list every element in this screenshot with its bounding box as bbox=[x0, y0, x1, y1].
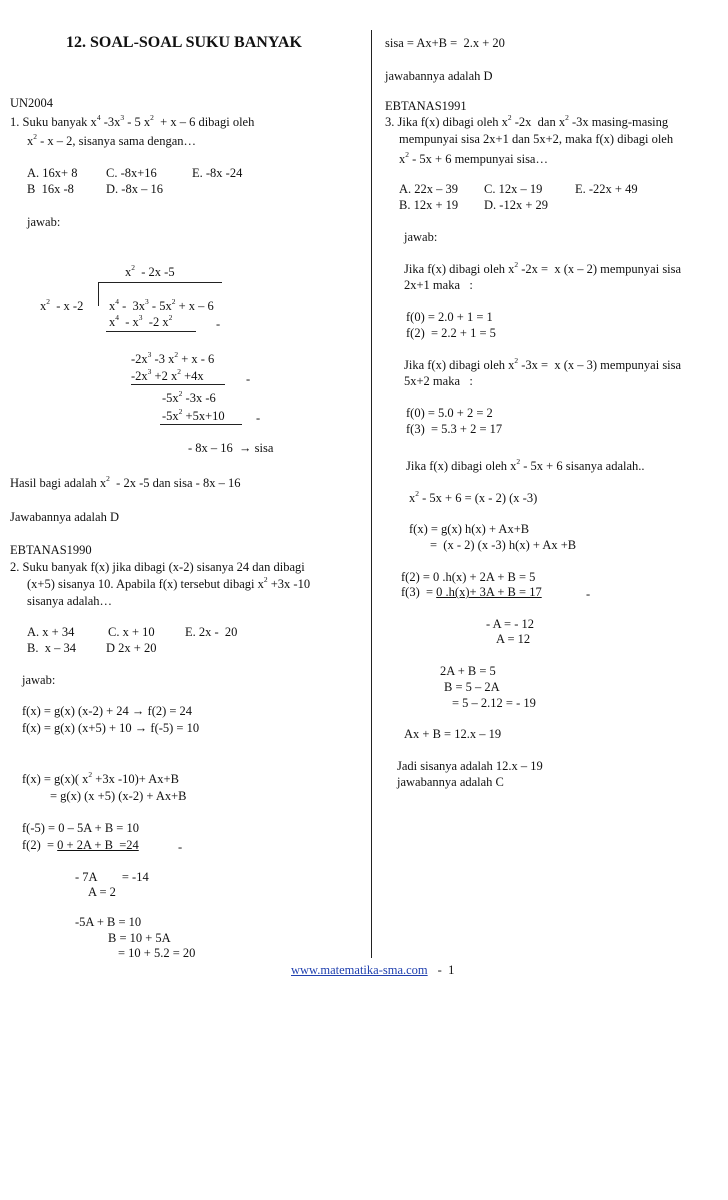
q3-a3: f(0) = 2.0 + 1 = 1 bbox=[406, 310, 493, 324]
footer bbox=[291, 963, 454, 977]
q3-b4: f(3) = 5.3 + 2 = 17 bbox=[406, 422, 503, 436]
q1-jawab: jawab: bbox=[27, 215, 61, 229]
q2-option-c: C. x + 10 bbox=[108, 625, 155, 639]
q3-b2: 5x+2 maka : bbox=[404, 374, 473, 388]
q1-line1 bbox=[106, 331, 196, 332]
page-title: 12. SOAL-SOAL SUKU BANYAK bbox=[66, 34, 302, 51]
q2-step11: = 10 + 5.2 = 20 bbox=[118, 946, 196, 960]
q1-subtract1-minus: - bbox=[216, 317, 221, 331]
q3-source: EBTANAS1991 bbox=[385, 99, 467, 113]
q2-question-line3: sisanya adalah… bbox=[27, 594, 113, 608]
q1-dividend: $x^4 - 3x^3 - 5x^2 + x - 6$ bbox=[109, 297, 214, 313]
q3-a2: 2x+1 maka : bbox=[404, 278, 473, 292]
q3-c14: jawabannya adalah C bbox=[397, 775, 504, 789]
q3-c12: Ax + B = 12.x – 19 bbox=[404, 727, 502, 741]
q3-b1: Jika f(x) dibagi oleh $x^2$ -3x = x (x – 3) mempunyai sisa bbox=[404, 356, 682, 372]
q3-c8: A = 12 bbox=[496, 632, 531, 646]
q1-question-line1: 1. Suku banyak $x^4$ $-3x^3 - 5$ $x^2 + x - 6$ dibagi oleh bbox=[10, 113, 255, 129]
q1-subtract2: $-2x^3 +2$ $x^2 +4x$ bbox=[131, 367, 204, 383]
q3-c3: f(x) = g(x) h(x) + Ax+B bbox=[409, 522, 530, 536]
q3-option-d: D. -12x + 29 bbox=[484, 198, 548, 212]
q2-jawab: jawab: bbox=[22, 673, 56, 687]
q3-option-c: C. 12x – 19 bbox=[484, 182, 543, 196]
q1-option-b: B 16x -8 bbox=[27, 182, 74, 196]
q1-option-c: C. -8x+16 bbox=[106, 166, 157, 180]
q1-subtract3: $-5x^2 +5x+10$ bbox=[162, 407, 225, 423]
page-number: - 1 bbox=[437, 963, 455, 977]
q3-c2: $x^2 - 5x + 6 = (x - 2)$ (x -3) bbox=[409, 489, 538, 505]
q3-option-e: E. -22x + 49 bbox=[575, 182, 638, 196]
q2-step10: B = 10 + 5A bbox=[108, 931, 171, 945]
q3-c10: B = 5 – 2A bbox=[444, 680, 500, 694]
q3-question-line1: 3. Jika f(x) dibagi oleh $x^2$ -2x dan $x^2$ -3x masing-masing bbox=[385, 113, 669, 129]
q3-c11: = 5 – 2.12 = - 19 bbox=[452, 696, 536, 710]
q2-question-line1: 2. Suku banyak f(x) jika dibagi (x-2) sisanya 24 dan dibagi bbox=[10, 560, 305, 574]
q1-result: Hasil bagi adalah $x^2 - 2x$ -5 dan sisa - 8x – 16 bbox=[10, 474, 241, 490]
q3-jawab: jawab: bbox=[404, 230, 438, 244]
q1-source: UN2004 bbox=[10, 96, 54, 110]
q1-line3 bbox=[160, 424, 242, 425]
division-bar bbox=[98, 282, 222, 283]
q3-b3: f(0) = 5.0 + 2 = 2 bbox=[406, 406, 493, 420]
q3-a4: f(2) = 2.2 + 1 = 5 bbox=[406, 326, 496, 340]
q3-c9: 2A + B = 5 bbox=[440, 664, 496, 678]
q2-option-d: D 2x + 20 bbox=[106, 641, 157, 655]
q1-subtract3-minus: - bbox=[256, 411, 261, 425]
q2-question-line2: (x+5) sisanya 10. Apabila f(x) tersebut dibagi $x^2 +3x$ -10 bbox=[27, 575, 311, 591]
q1-subtract2-minus: - bbox=[246, 372, 251, 386]
q2-step4: = g(x) (x +5) (x-2) + Ax+B bbox=[50, 789, 187, 803]
q3-c6: f(3) = 0 .h(x)+ 3A + B = 17 bbox=[401, 585, 542, 599]
q1-quotient: $x^2 - 2x$ -5 bbox=[125, 263, 175, 279]
q1-divisor: $x^2$ - x -2 bbox=[40, 297, 84, 313]
q3-option-b: B. 12x + 19 bbox=[399, 198, 459, 212]
q1-remainder-final: - 8x – 16 → sisa bbox=[188, 441, 274, 455]
q3-c6-minus: - bbox=[586, 587, 591, 601]
footer-link[interactable]: www.matematika-sma.com bbox=[291, 963, 428, 977]
q2-step1: f(x) = g(x) (x-2) + 24 → f(2) = 24 bbox=[22, 704, 193, 718]
q3-question-line2: mempunyai sisa 2x+1 dan 5x+2, maka f(x) dibagi oleh bbox=[399, 132, 674, 146]
q2-step7: - 7A = -14 bbox=[75, 870, 149, 884]
q2-step2: f(x) = g(x) (x+5) + 10 → f(-5) = 10 bbox=[22, 721, 200, 735]
q1-answer: Jawabannya adalah D bbox=[10, 510, 119, 524]
division-bracket bbox=[98, 282, 99, 306]
q2-source: EBTANAS1990 bbox=[10, 543, 92, 557]
q3-c5: f(2) = 0 .h(x) + 2A + B = 5 bbox=[401, 570, 536, 584]
q1-question-line2: $x^2$ - x – 2, sisanya sama dengan… bbox=[27, 132, 196, 148]
q2-step3: f(x) = g(x)( $x^2 +3x$ -10)+ Ax+B bbox=[22, 770, 179, 786]
q1-subtract1: $x^4 - x^3$ -2 $x^2$ bbox=[109, 313, 173, 329]
q2-step9: -5A + B = 10 bbox=[75, 915, 142, 929]
q2-answer: jawabannya adalah D bbox=[385, 69, 493, 83]
q1-remainder2: $-5x^2$ -3x -6 bbox=[162, 389, 216, 405]
q3-c4: = (x - 2) (x -3) h(x) + Ax +B bbox=[430, 538, 577, 552]
q3-c13: Jadi sisanya adalah 12.x – 19 bbox=[397, 759, 543, 773]
q3-option-a: A. 22x – 39 bbox=[399, 182, 459, 196]
q3-c1: Jika f(x) dibagi oleh $x^2 - 5x + 6$ sisanya adalah.. bbox=[406, 457, 645, 473]
q2-option-e: E. 2x - 20 bbox=[185, 625, 238, 639]
q1-remainder1: $-2x^3$ -3 $x^2 + x - 6$ bbox=[131, 350, 215, 366]
q1-option-e: E. -8x -24 bbox=[192, 166, 243, 180]
q2-step6: f(2) = 0 + 2A + B =24 bbox=[22, 838, 139, 852]
q2-step6-minus: - bbox=[178, 840, 183, 854]
column-divider bbox=[371, 30, 372, 958]
q3-a1: Jika f(x) dibagi oleh $x^2$ -2x = x (x – 2) mempunyai sisa bbox=[404, 260, 682, 276]
q1-option-a: A. 16x+ 8 bbox=[27, 166, 78, 180]
q1-line2 bbox=[131, 384, 225, 385]
q1-option-d: D. -8x – 16 bbox=[106, 182, 163, 196]
q2-option-a: A. x + 34 bbox=[27, 625, 75, 639]
q2-step5: f(-5) = 0 – 5A + B = 10 bbox=[22, 821, 139, 835]
q3-question-line3: $x^2 - 5x + 6$ mempunyai sisa… bbox=[399, 150, 548, 166]
q2-option-b: B. x – 34 bbox=[27, 641, 76, 655]
q2-step8: A = 2 bbox=[88, 885, 116, 899]
q3-c7: - A = - 12 bbox=[486, 617, 535, 631]
q2-final-remainder: sisa = Ax+B = 2.x + 20 bbox=[385, 36, 505, 50]
